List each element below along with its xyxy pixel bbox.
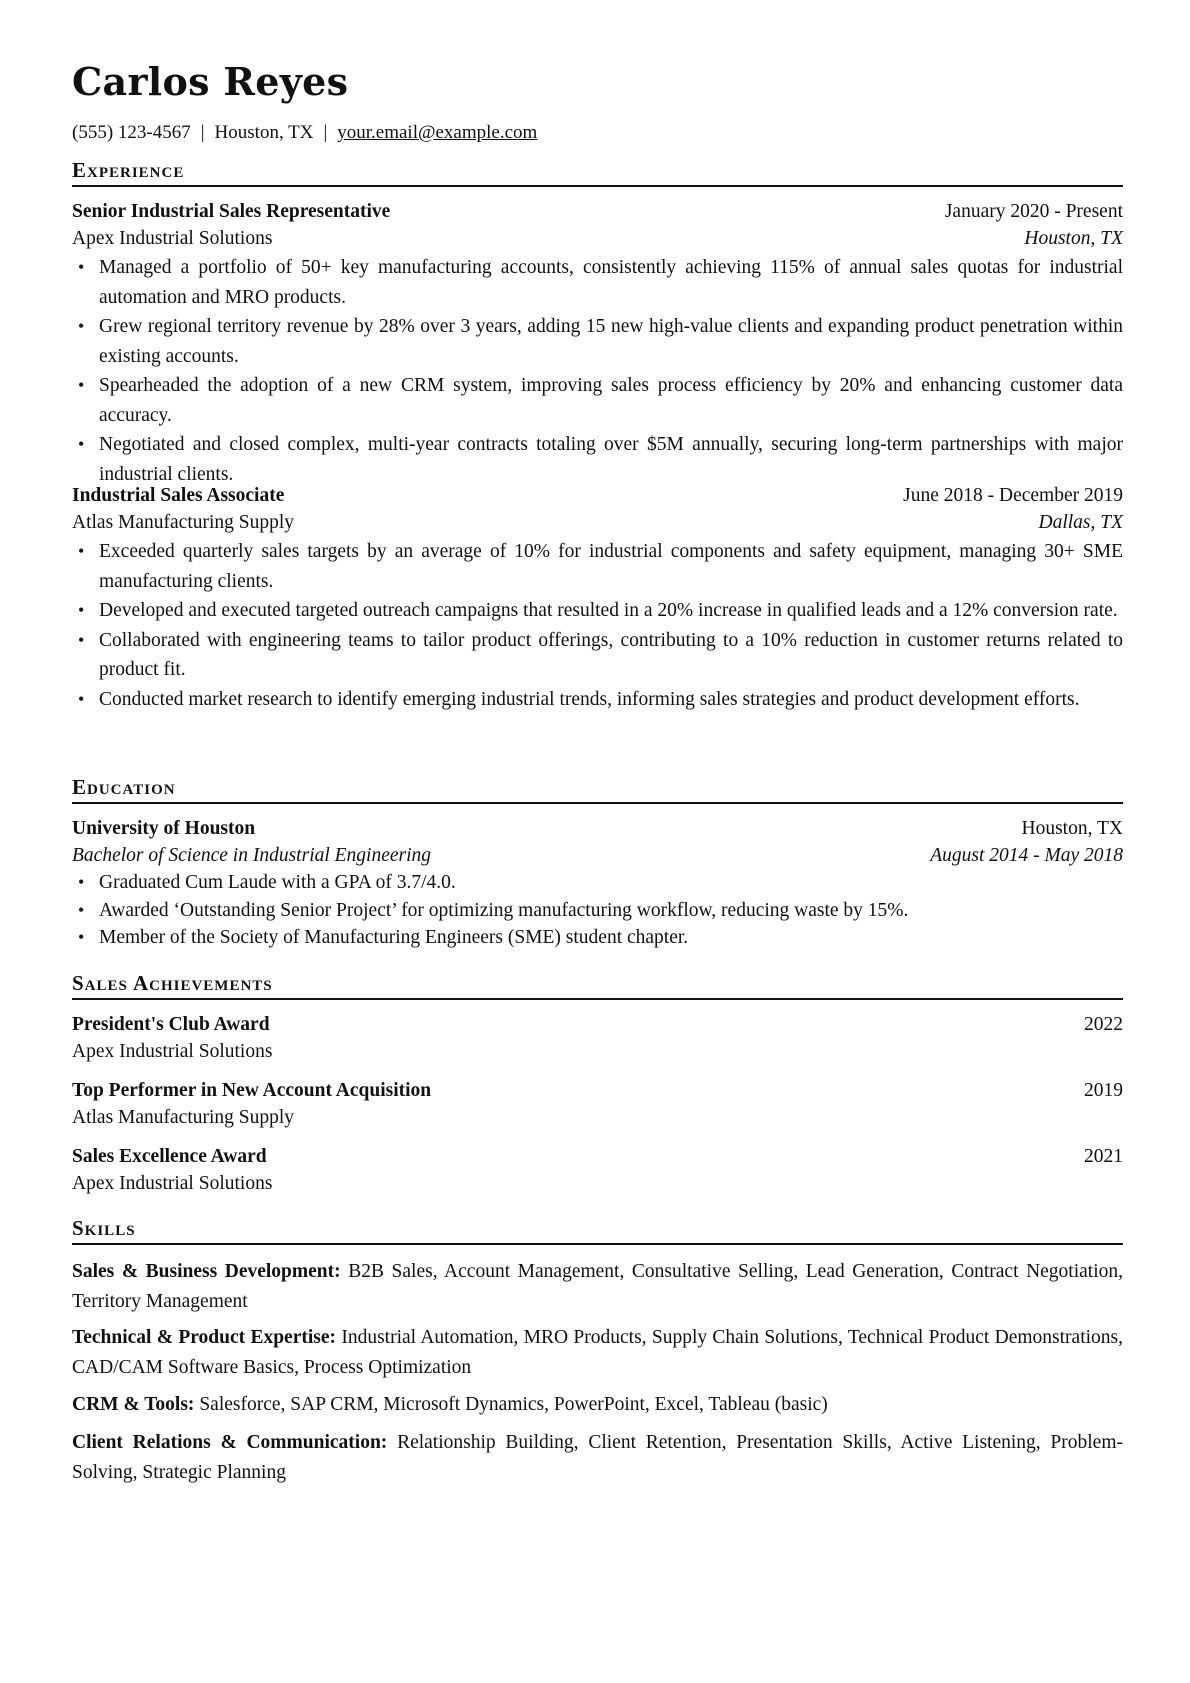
- achievement-title-row: [72, 1078, 1123, 1104]
- list-item: • Awarded ‘Outstanding Senior Project’ for optimizing manufacturing workflow, reducing waste by 15%.: [72, 897, 1123, 925]
- job-title-row: [72, 199, 1123, 225]
- email-link[interactable]: your.email@example.com: [337, 122, 538, 143]
- skill-values: Salesforce, SAP CRM, Microsoft Dynamics, PowerPoint, Excel, Tableau (basic): [199, 1394, 828, 1415]
- list-item: • Collaborated with engineering teams to tailor product offerings, contributing to a 10% reduction in customer returns related to product fit.: [72, 626, 1123, 685]
- list-item: • Spearheaded the adoption of a new CRM system, improving sales process efficiency by 20% and enhancing customer data accuracy.: [72, 371, 1123, 430]
- education-bullets: [72, 869, 1123, 952]
- section-heading-education: Education: [72, 774, 1123, 804]
- achievement-title: Sales Excellence Award: [72, 1146, 267, 1167]
- job-bullets: [72, 253, 1123, 489]
- achievement-year: 2022: [1084, 1014, 1123, 1035]
- education-school-row: [72, 816, 1123, 842]
- section-heading-experience: Experience: [72, 157, 1123, 187]
- school-name: University of Houston: [72, 818, 256, 839]
- achievement-org: Atlas Manufacturing Supply: [72, 1107, 295, 1128]
- achievement-title: Top Performer in New Account Acquisition: [72, 1080, 432, 1101]
- education-degree-row: [72, 843, 1123, 869]
- job-location: Houston, TX: [1024, 228, 1123, 249]
- section-heading-achievements: Sales Achievements: [72, 970, 1123, 1000]
- degree: Bachelor of Science in Industrial Engineering: [72, 845, 432, 866]
- achievement-year: 2021: [1084, 1146, 1123, 1167]
- list-item: • Exceeded quarterly sales targets by an average of 10% for industrial components and safety equipment, managing 30+ SME manufacturing clients.: [72, 537, 1123, 596]
- list-item: • Graduated Cum Laude with a GPA of 3.7/4.0.: [72, 869, 1123, 897]
- job-dates: June 2018 - December 2019: [903, 485, 1123, 506]
- list-item: • Negotiated and closed complex, multi-year contracts totaling over $5M annually, securing long-term partnerships with major industrial clients.: [72, 430, 1123, 489]
- achievement-title: President's Club Award: [72, 1014, 270, 1035]
- job-title-row: [72, 483, 1123, 509]
- list-item: • Grew regional territory revenue by 28% over 3 years, adding 15 new high-value clients and expanding product penetration within existing accounts.: [72, 312, 1123, 371]
- job-title: Senior Industrial Sales Representative: [72, 201, 391, 222]
- job-location: Dallas, TX: [1038, 512, 1123, 533]
- skill-group: [72, 1428, 1123, 1487]
- skill-label: Client Relations & Communication:: [72, 1432, 388, 1453]
- list-item: • Managed a portfolio of 50+ key manufacturing accounts, consistently achieving 115% of annual sales quotas for industrial automation and MRO products.: [72, 253, 1123, 312]
- skill-group: [72, 1323, 1123, 1382]
- job-company: Atlas Manufacturing Supply: [72, 512, 295, 533]
- section-heading-skills: Skills: [72, 1215, 1123, 1245]
- skill-group: [72, 1390, 1123, 1420]
- skill-label: Sales & Business Development:: [72, 1261, 341, 1282]
- location: Houston, TX: [214, 122, 314, 143]
- job-bullets: [72, 537, 1123, 714]
- list-item: • Developed and executed targeted outreach campaigns that resulted in a 20% increase in qualified leads and a 12% conversion rate.: [72, 596, 1123, 626]
- job-dates: January 2020 - Present: [944, 201, 1123, 222]
- job-company: Apex Industrial Solutions: [72, 228, 273, 249]
- list-item: • Conducted market research to identify emerging industrial trends, informing sales strategies and product development efforts.: [72, 685, 1123, 715]
- skill-label: CRM & Tools:: [72, 1394, 195, 1415]
- skill-values: Relationship Building, Client Retention, Presentation Skills, Active Listening, Problem-Solving, Strategic Planning: [72, 1432, 1123, 1483]
- achievement-org-row: [72, 1039, 1123, 1065]
- achievement-year: 2019: [1084, 1080, 1123, 1101]
- job-company-row: [72, 510, 1123, 536]
- achievement-title-row: [72, 1144, 1123, 1170]
- phone: (555) 123-4567: [72, 122, 191, 143]
- achievement-title-row: [72, 1012, 1123, 1038]
- achievement-org: Apex Industrial Solutions: [72, 1173, 273, 1194]
- school-location: Houston, TX: [1021, 818, 1123, 839]
- list-item: • Member of the Society of Manufacturing Engineers (SME) student chapter.: [72, 924, 1123, 952]
- skill-label: Technical & Product Expertise:: [72, 1327, 337, 1348]
- achievement-org-row: [72, 1171, 1123, 1197]
- achievement-org-row: [72, 1105, 1123, 1131]
- separator: |: [200, 122, 205, 143]
- separator: |: [323, 122, 328, 143]
- skill-values: B2B Sales, Account Management, Consultative Selling, Lead Generation, Contract Negotiation, Territory Management: [72, 1261, 1124, 1312]
- job-title: Industrial Sales Associate: [72, 485, 285, 506]
- skill-group: [72, 1257, 1123, 1316]
- skill-values: Industrial Automation, MRO Products, Supply Chain Solutions, Technical Product Demonstrations, CAD/CAM Software Basics, Process Optimization: [72, 1327, 1123, 1378]
- achievement-org: Apex Industrial Solutions: [72, 1041, 273, 1062]
- contact-line: [72, 121, 537, 145]
- candidate-name: Carlos Reyes: [72, 59, 349, 104]
- education-dates: August 2014 - May 2018: [930, 845, 1123, 866]
- job-company-row: [72, 226, 1123, 252]
